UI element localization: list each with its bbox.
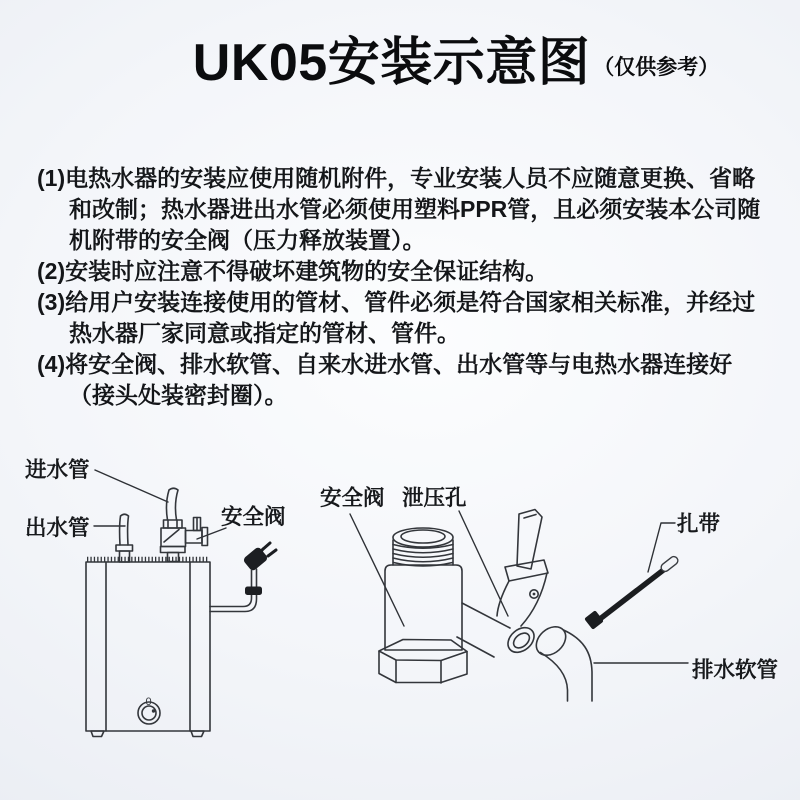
instruction-item	[37, 349, 764, 411]
plug-body	[242, 546, 268, 572]
page-title-note: （仅供参考）	[593, 56, 720, 79]
instruction-number: (2)	[37, 258, 66, 284]
drain-hose	[531, 621, 779, 701]
page-title	[56, 20, 800, 95]
cable-tie-band	[596, 568, 666, 622]
outlet-fitting	[116, 545, 133, 551]
heater-safety-valve	[161, 518, 208, 562]
instruction-number: (4)	[37, 351, 66, 377]
inlet-pipe	[167, 488, 178, 520]
power-plug	[242, 543, 276, 572]
relief-hole-label: 泄压孔	[402, 486, 467, 510]
valve-detail-illustration	[320, 485, 548, 683]
heater-tank	[86, 560, 210, 737]
leader-line	[95, 470, 168, 502]
inlet-pipe-label: 进水管	[25, 458, 90, 482]
heater-illustration	[25, 457, 286, 737]
instruction-number: (3)	[37, 289, 66, 315]
heater-knob	[138, 696, 160, 724]
instruction-item	[37, 287, 764, 349]
drain-hose-label: 排水软管	[692, 658, 779, 682]
instruction-text: 将安全阀、排水软管、自来水进水管、出水管等与电热水器连接好（接头处装密封圈）。	[65, 351, 733, 408]
valve-hex-nut	[379, 640, 467, 684]
installation-diagram	[0, 440, 800, 800]
outlet-pipe-label: 出水管	[25, 516, 90, 540]
valve-thread	[393, 528, 453, 566]
heater-safety-valve-label: 安全阀	[221, 505, 286, 529]
instruction-item	[37, 256, 764, 287]
diagram-canvas	[0, 440, 800, 800]
installation-instructions	[37, 163, 764, 411]
leader-line	[350, 514, 404, 626]
page-title-text: UK05安装示意图	[192, 34, 591, 92]
power-cord	[210, 569, 262, 612]
instruction-item	[37, 163, 764, 256]
valve-body	[385, 565, 462, 650]
cord-clip	[245, 587, 262, 596]
cable-tie	[584, 511, 720, 630]
instruction-text: 安装时应注意不得破坏建筑物的安全保证结构。	[65, 258, 549, 284]
cable-tie-label: 扎带	[677, 512, 721, 536]
instruction-text: 给用户安装连接使用的管材、管件必须是符合国家相关标准，并经过热水器厂家同意或指定的管材、管件。	[65, 289, 756, 346]
cable-tie-head	[584, 610, 604, 630]
knob-mark: 0	[145, 696, 152, 708]
outlet-pipe	[120, 514, 129, 545]
cable-tie-tip	[660, 555, 680, 573]
instruction-number: (1)	[37, 165, 66, 191]
instruction-text: 电热水器的安装应使用随机附件，专业安装人员不应随意更换、省略和改制；热水器进出水管必须使用塑料PPR管，且必须安装本公司随机附带的安全阀（压力释放装置）。	[65, 165, 761, 253]
valve-detail-label: 安全阀	[320, 486, 385, 510]
heater-feet	[91, 731, 204, 737]
